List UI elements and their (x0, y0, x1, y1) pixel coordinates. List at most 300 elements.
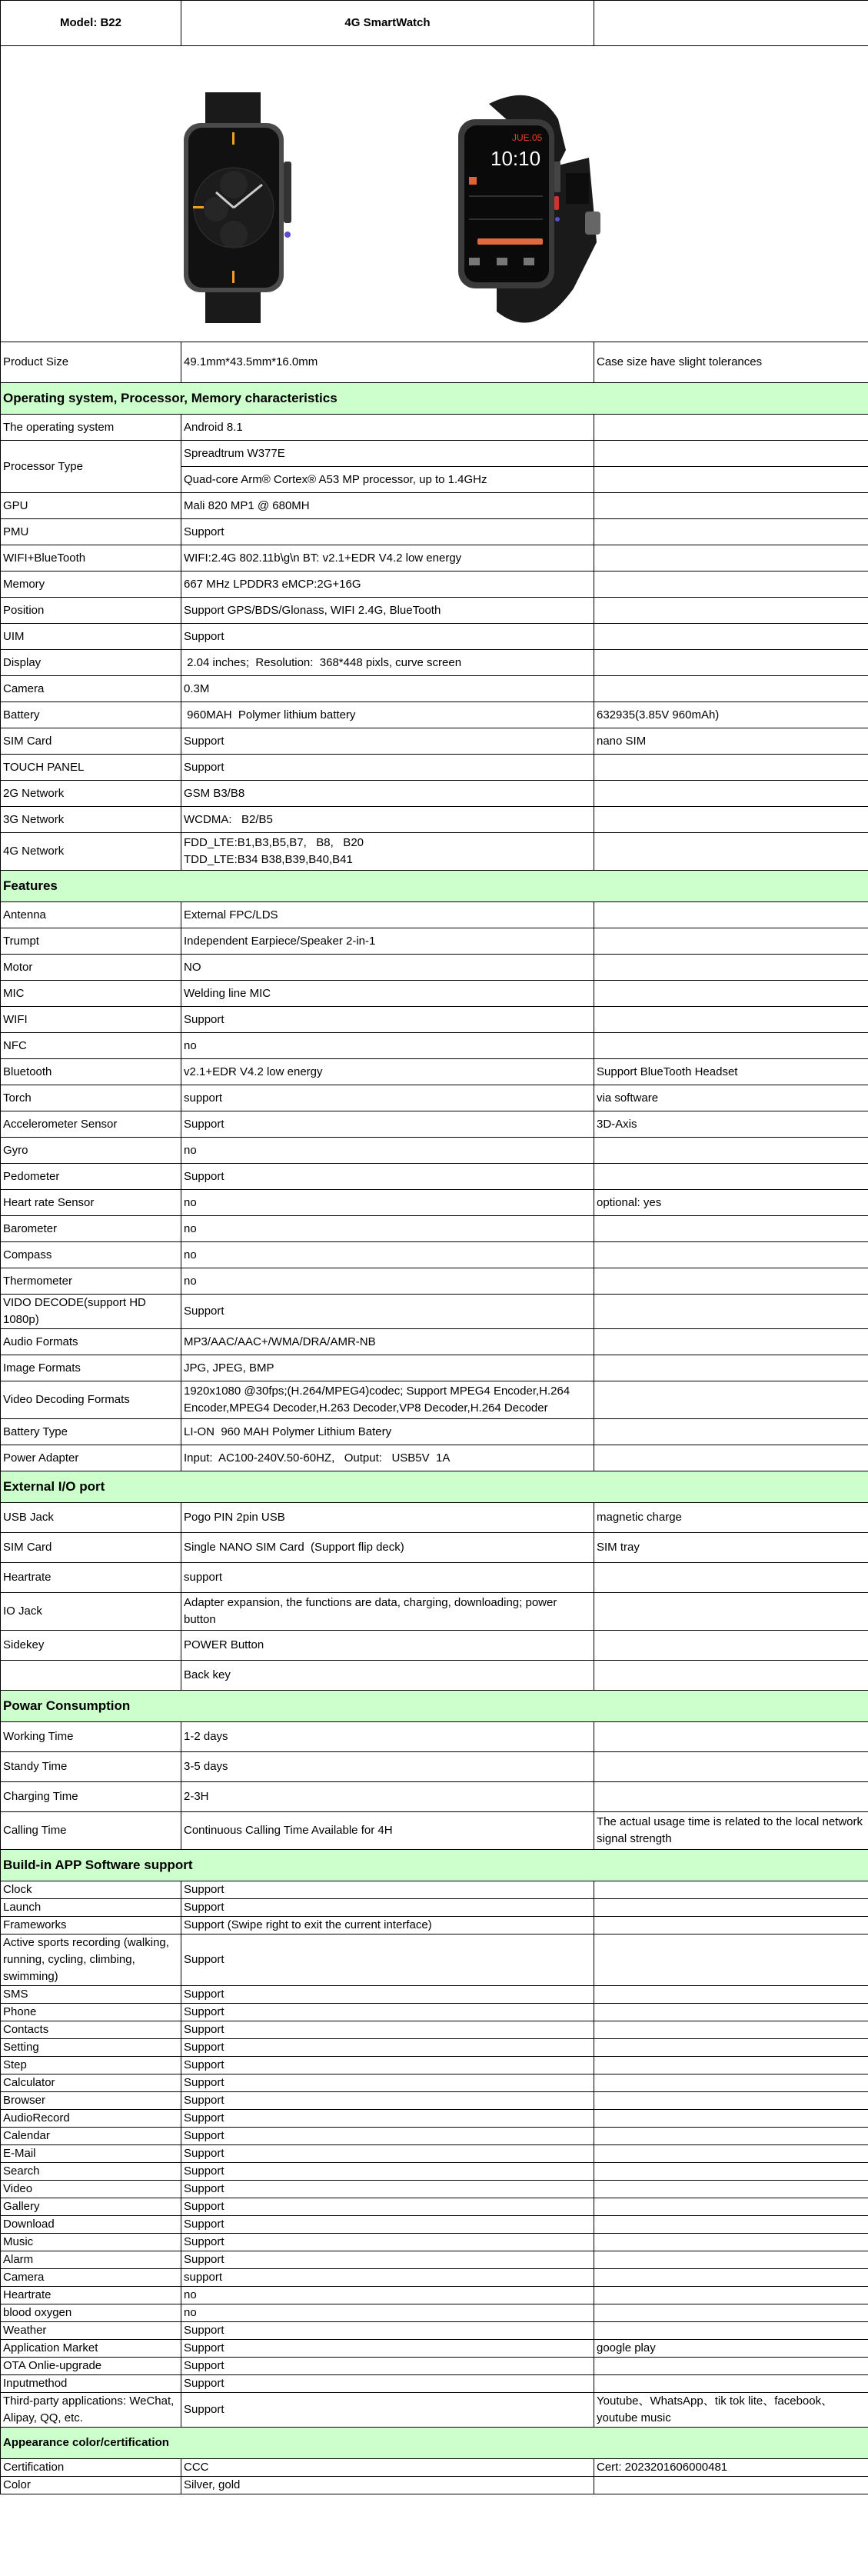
row-value: 2-3H (181, 1782, 594, 1812)
row-label: Gallery (1, 2198, 181, 2216)
row-value: no (181, 2287, 594, 2304)
row-label: blood oxygen (1, 2304, 181, 2322)
row-label: Sidekey (1, 1631, 181, 1661)
row-value: support (181, 2269, 594, 2287)
row-note (594, 981, 868, 1007)
table-row (1, 1007, 868, 1033)
table-row (1, 2110, 868, 2128)
table-row (1, 1138, 868, 1164)
table-row (1, 2477, 868, 2494)
section-title: External I/O port (1, 1471, 868, 1503)
row-value: Support (181, 2039, 594, 2057)
row-value: Support (181, 755, 594, 781)
table-row (1, 2021, 868, 2039)
table-row (1, 1917, 868, 1934)
table-row (1, 2128, 868, 2145)
row-label: Pedometer (1, 1164, 181, 1190)
row-value: Support (181, 2234, 594, 2251)
row-label: 3G Network (1, 807, 181, 833)
table-row (1, 755, 868, 781)
row-note (594, 755, 868, 781)
table-row (1, 1059, 868, 1085)
table-row (1, 2322, 868, 2340)
row-label: Audio Formats (1, 1329, 181, 1355)
table-row (1, 676, 868, 702)
row-label: Motor (1, 955, 181, 981)
section-title: Build-in APP Software support (1, 1850, 868, 1881)
row-label: Antenna (1, 902, 181, 928)
row-label: Contacts (1, 2021, 181, 2039)
row-label: Video Decoding Formats (1, 1381, 181, 1419)
row-value: Back key (181, 1661, 594, 1691)
row-label: Display (1, 650, 181, 676)
row-note (594, 1722, 868, 1752)
table-row (1, 2269, 868, 2287)
table-row (1, 1563, 868, 1593)
row-value: Support (181, 1934, 594, 1986)
row-value: JPG, JPEG, BMP (181, 1355, 594, 1381)
app-rows (1, 1881, 868, 2428)
row-note (594, 1007, 868, 1033)
row-note (594, 2110, 868, 2128)
table-row (1, 1216, 868, 1242)
row-value: Continuous Calling Time Available for 4H (181, 1812, 594, 1850)
row-label: USB Jack (1, 1503, 181, 1533)
watch-date-text: JUE.05 (512, 132, 543, 143)
row-note (594, 2375, 868, 2393)
row-label: Memory (1, 572, 181, 598)
row-label: MIC (1, 981, 181, 1007)
row-note (594, 2092, 868, 2110)
row-label: Image Formats (1, 1355, 181, 1381)
row-note (594, 1164, 868, 1190)
row-label: Gyro (1, 1138, 181, 1164)
row-label: Step (1, 2057, 181, 2074)
table-row (1, 1782, 868, 1812)
row-value: no (181, 1138, 594, 1164)
row-value: Silver, gold (181, 2477, 594, 2494)
row-value: Single NANO SIM Card (Support flip deck) (181, 1533, 594, 1563)
table-row (1, 955, 868, 981)
row-value: 960MAH Polymer lithium battery (181, 702, 594, 728)
table-row (1, 1986, 868, 2004)
row-note (594, 1631, 868, 1661)
table-row (1, 650, 868, 676)
row-note (594, 1661, 868, 1691)
row-label: Battery (1, 702, 181, 728)
row-value: GSM B3/B8 (181, 781, 594, 807)
row-note: 632935(3.85V 960mAh) (594, 702, 868, 728)
row-value: Support (181, 728, 594, 755)
table-row (1, 2287, 868, 2304)
table-row (1, 572, 868, 598)
row-label: SMS (1, 1986, 181, 2004)
row-value: Support (181, 1899, 594, 1917)
section-title: Features (1, 871, 868, 902)
row-note (594, 1216, 868, 1242)
row-value: 49.1mm*43.5mm*16.0mm (181, 342, 594, 383)
row-note (594, 598, 868, 624)
table-row (1, 781, 868, 807)
row-value: Support (181, 519, 594, 545)
row-label: SIM Card (1, 728, 181, 755)
row-label: Weather (1, 2322, 181, 2340)
table-row (1, 807, 868, 833)
row-label: Standy Time (1, 1752, 181, 1782)
row-value: Support (181, 2074, 594, 2092)
row-value: no (181, 1033, 594, 1059)
row-label: OTA Onlie-upgrade (1, 2358, 181, 2375)
row-value: no (181, 1190, 594, 1216)
row-note: The actual usage time is related to the local network signal strength (594, 1812, 868, 1850)
row-label: 2G Network (1, 781, 181, 807)
row-note (594, 2198, 868, 2216)
row-label: Heart rate Sensor (1, 1190, 181, 1216)
row-label: Calling Time (1, 1812, 181, 1850)
row-note (594, 2251, 868, 2269)
section-header-features (1, 871, 868, 902)
row-value: Welding line MIC (181, 981, 594, 1007)
row-label: Heartrate (1, 1563, 181, 1593)
row-label: AudioRecord (1, 2110, 181, 2128)
row-label: VIDO DECODE(support HD 1080p) (1, 1295, 181, 1329)
row-note: Case size have slight tolerances (594, 342, 868, 383)
page-title: 4G SmartWatch (181, 1, 594, 46)
row-value: Mali 820 MP1 @ 680MH (181, 493, 594, 519)
section-title: Operating system, Processor, Memory characteristics (1, 383, 868, 415)
row-value: 3-5 days (181, 1752, 594, 1782)
table-row (1, 1085, 868, 1111)
table-row (1, 598, 868, 624)
table-row (1, 2092, 868, 2110)
row-note (594, 2358, 868, 2375)
table-row (1, 1661, 868, 1691)
row-note (594, 2145, 868, 2163)
row-label: Bluetooth (1, 1059, 181, 1085)
row-value: no (181, 2304, 594, 2322)
row-label: Music (1, 2234, 181, 2251)
table-row (1, 2216, 868, 2234)
row-label: Processor Type (1, 441, 181, 493)
row-label: Search (1, 2163, 181, 2181)
row-value: no (181, 1216, 594, 1242)
row-value: Support (181, 1986, 594, 2004)
table-row (1, 2459, 868, 2477)
table-row (1, 1899, 868, 1917)
row-note (594, 2216, 868, 2234)
row-value: Support (181, 1295, 594, 1329)
row-note: nano SIM (594, 728, 868, 755)
row-label: WIFI (1, 1007, 181, 1033)
header-row (1, 1, 868, 46)
row-value: Support (181, 2198, 594, 2216)
table-row (1, 2057, 868, 2074)
row-value: Support (181, 2004, 594, 2021)
row-note (594, 2039, 868, 2057)
row-label: Color (1, 2477, 181, 2494)
row-note: Youtube、WhatsApp、tik tok lite、facebook、youtube music (594, 2393, 868, 2428)
row-value: Support (181, 624, 594, 650)
row-note (594, 1752, 868, 1782)
row-note (594, 415, 868, 441)
row-label: Download (1, 2216, 181, 2234)
section-header-power (1, 1691, 868, 1722)
table-row (1, 441, 868, 467)
row-label: Barometer (1, 1216, 181, 1242)
row-value: Support (181, 2251, 594, 2269)
row-value: Support (181, 2092, 594, 2110)
table-row (1, 519, 868, 545)
row-label: Inputmethod (1, 2375, 181, 2393)
row-label: Product Size (1, 342, 181, 383)
row-note: magnetic charge (594, 1503, 868, 1533)
row-value: External FPC/LDS (181, 902, 594, 928)
row-label: UIM (1, 624, 181, 650)
row-note (594, 1242, 868, 1268)
row-value: Support (181, 2322, 594, 2340)
row-note (594, 2234, 868, 2251)
watch-front-image (178, 92, 301, 323)
table-row (1, 624, 868, 650)
row-label: Browser (1, 2092, 181, 2110)
row-value: no (181, 1242, 594, 1268)
table-row (1, 1934, 868, 1986)
row-label: Calculator (1, 2074, 181, 2092)
row-note (594, 1355, 868, 1381)
row-value: Support (181, 2128, 594, 2145)
row-value: support (181, 1563, 594, 1593)
table-row (1, 1503, 868, 1533)
row-value: Support (181, 2145, 594, 2163)
table-row (1, 902, 868, 928)
row-label: Accelerometer Sensor (1, 1111, 181, 1138)
table-row (1, 1355, 868, 1381)
row-label: Frameworks (1, 1917, 181, 1934)
section-header-apps (1, 1850, 868, 1881)
row-value: support (181, 1085, 594, 1111)
row-note (594, 1138, 868, 1164)
row-label: Camera (1, 2269, 181, 2287)
row-note (594, 1986, 868, 2004)
table-row (1, 2163, 868, 2181)
row-note (594, 650, 868, 676)
row-label: Alarm (1, 2251, 181, 2269)
row-value: Quad-core Arm® Cortex® A53 MP processor, up to 1.4GHz (181, 467, 594, 493)
row-note (594, 1782, 868, 1812)
row-note (594, 493, 868, 519)
row-note (594, 1934, 868, 1986)
row-value: Support (181, 1111, 594, 1138)
table-row (1, 1164, 868, 1190)
row-note (594, 2074, 868, 2092)
row-note (594, 2477, 868, 2494)
row-value: Support (181, 2110, 594, 2128)
table-row (1, 2234, 868, 2251)
row-value: Support (181, 2021, 594, 2039)
row-note (594, 1295, 868, 1329)
section-header-io (1, 1471, 868, 1503)
row-label: Certification (1, 2459, 181, 2477)
row-value: Support (181, 2163, 594, 2181)
row-note (594, 928, 868, 955)
table-row (1, 2393, 868, 2428)
table-row (1, 702, 868, 728)
row-value: Support (Swipe right to exit the current interface) (181, 1917, 594, 1934)
row-value: Spreadtrum W377E (181, 441, 594, 467)
watch-time-text: 10:10 (491, 147, 541, 170)
row-label: Position (1, 598, 181, 624)
table-row (1, 2304, 868, 2322)
table-row (1, 545, 868, 572)
row-note (594, 781, 868, 807)
row-value-text: 1920x1080 @30fps;(H.264/MPEG4)codec; Support MPEG4 Encoder,H.264 Encoder,MPEG4 Decoder,H.263 Decoder,VP8 Decoder,H.264 Decoder (184, 1385, 570, 1415)
row-value: Support (181, 2340, 594, 2358)
table-row (1, 493, 868, 519)
row-label: Phone (1, 2004, 181, 2021)
row-note (594, 2004, 868, 2021)
row-value: Support (181, 2057, 594, 2074)
table-row (1, 1593, 868, 1631)
row-value: 0.3M (181, 676, 594, 702)
row-label: IO Jack (1, 1593, 181, 1631)
row-label: Setting (1, 2039, 181, 2057)
row-value: Support (181, 1164, 594, 1190)
row-note: SIM tray (594, 1533, 868, 1563)
row-value (181, 1381, 594, 1419)
row-label: TOUCH PANEL (1, 755, 181, 781)
row-note (594, 676, 868, 702)
table-row (1, 1419, 868, 1445)
row-note (594, 955, 868, 981)
row-value: Adapter expansion, the functions are data, charging, downloading; power button (181, 1593, 594, 1631)
row-value: Support (181, 2358, 594, 2375)
table-row (1, 2358, 868, 2375)
row-value: 667 MHz LPDDR3 eMCP:2G+16G (181, 572, 594, 598)
row-note (594, 1419, 868, 1445)
row-label: Video (1, 2181, 181, 2198)
section-title: Powar Consumption (1, 1691, 868, 1722)
row-label (1, 1661, 181, 1691)
row-note (594, 1329, 868, 1355)
row-note (594, 902, 868, 928)
row-label: Launch (1, 1899, 181, 1917)
row-label: Power Adapter (1, 1445, 181, 1471)
row-label: Heartrate (1, 2287, 181, 2304)
row-note (594, 1445, 868, 1471)
row-note (594, 1917, 868, 1934)
table-row (1, 833, 868, 871)
row-value: POWER Button (181, 1631, 594, 1661)
row-note (594, 2287, 868, 2304)
row-note (594, 1268, 868, 1295)
row-value: Support GPS/BDS/Glonass, WIFI 2.4G, BlueTooth (181, 598, 594, 624)
row-note: 3D-Axis (594, 1111, 868, 1138)
row-value: Independent Earpiece/Speaker 2-in-1 (181, 928, 594, 955)
table-row (1, 1752, 868, 1782)
table-row (1, 2375, 868, 2393)
image-row (1, 46, 868, 342)
row-value: CCC (181, 2459, 594, 2477)
table-row (1, 1812, 868, 1850)
table-row (1, 1242, 868, 1268)
row-value: NO (181, 955, 594, 981)
table-row (1, 2004, 868, 2021)
table-row (1, 1381, 868, 1419)
row-note (594, 624, 868, 650)
row-label: Third-party applications: WeChat, Alipay, QQ, etc. (1, 2393, 181, 2428)
row-note (594, 2128, 868, 2145)
row-label: WIFI+BlueTooth (1, 545, 181, 572)
table-row (1, 1033, 868, 1059)
table-row (1, 2181, 868, 2198)
row-value: MP3/AAC/AAC+/WMA/DRA/AMR-NB (181, 1329, 594, 1355)
row-note (594, 1899, 868, 1917)
row-label: E-Mail (1, 2145, 181, 2163)
row-label: Trumpt (1, 928, 181, 955)
table-row (1, 1190, 868, 1216)
row-note: google play (594, 2340, 868, 2358)
table-row (1, 1533, 868, 1563)
table-row (1, 1631, 868, 1661)
row-note: optional: yes (594, 1190, 868, 1216)
row-value-line: TDD_LTE:B34 B38,B39,B40,B41 (184, 853, 353, 866)
row-label: Active sports recording (walking, running, cycling, climbing, swimming) (1, 1934, 181, 1986)
row-value: Support (181, 1881, 594, 1899)
table-row (1, 1445, 868, 1471)
row-note (594, 1033, 868, 1059)
row-value: Support (181, 2393, 594, 2428)
row-label: SIM Card (1, 1533, 181, 1563)
watch-angled-image (443, 88, 612, 335)
table-row (1, 1722, 868, 1752)
row-note (594, 2057, 868, 2074)
row-note (594, 441, 868, 467)
section-header-appearance (1, 2428, 868, 2459)
row-note (594, 1381, 868, 1419)
row-value: WCDMA: B2/B5 (181, 807, 594, 833)
table-row (1, 2145, 868, 2163)
row-note (594, 807, 868, 833)
row-value: Support (181, 1007, 594, 1033)
table-row (1, 2340, 868, 2358)
row-label: GPU (1, 493, 181, 519)
row-note (594, 833, 868, 871)
table-row (1, 342, 868, 383)
table-row (1, 1111, 868, 1138)
row-label: Charging Time (1, 1782, 181, 1812)
section-header-os (1, 383, 868, 415)
row-note: Cert: 2023201606000481 (594, 2459, 868, 2477)
table-row (1, 1329, 868, 1355)
row-label: 4G Network (1, 833, 181, 871)
row-note (594, 1593, 868, 1631)
row-label: Thermometer (1, 1268, 181, 1295)
row-value-line: FDD_LTE:B1,B3,B5,B7, B8, B20 (184, 836, 364, 849)
row-note (594, 1563, 868, 1593)
table-row (1, 2074, 868, 2092)
row-label: Torch (1, 1085, 181, 1111)
model-label: Model: B22 (1, 1, 181, 46)
row-note (594, 2322, 868, 2340)
row-label: Clock (1, 1881, 181, 1899)
row-note (594, 519, 868, 545)
row-value: 2.04 inches; Resolution: 368*448 pixls, curve screen (181, 650, 594, 676)
row-note (594, 467, 868, 493)
row-value: Support (181, 2216, 594, 2234)
table-row (1, 2198, 868, 2216)
table-row (1, 928, 868, 955)
header-note (594, 1, 868, 46)
